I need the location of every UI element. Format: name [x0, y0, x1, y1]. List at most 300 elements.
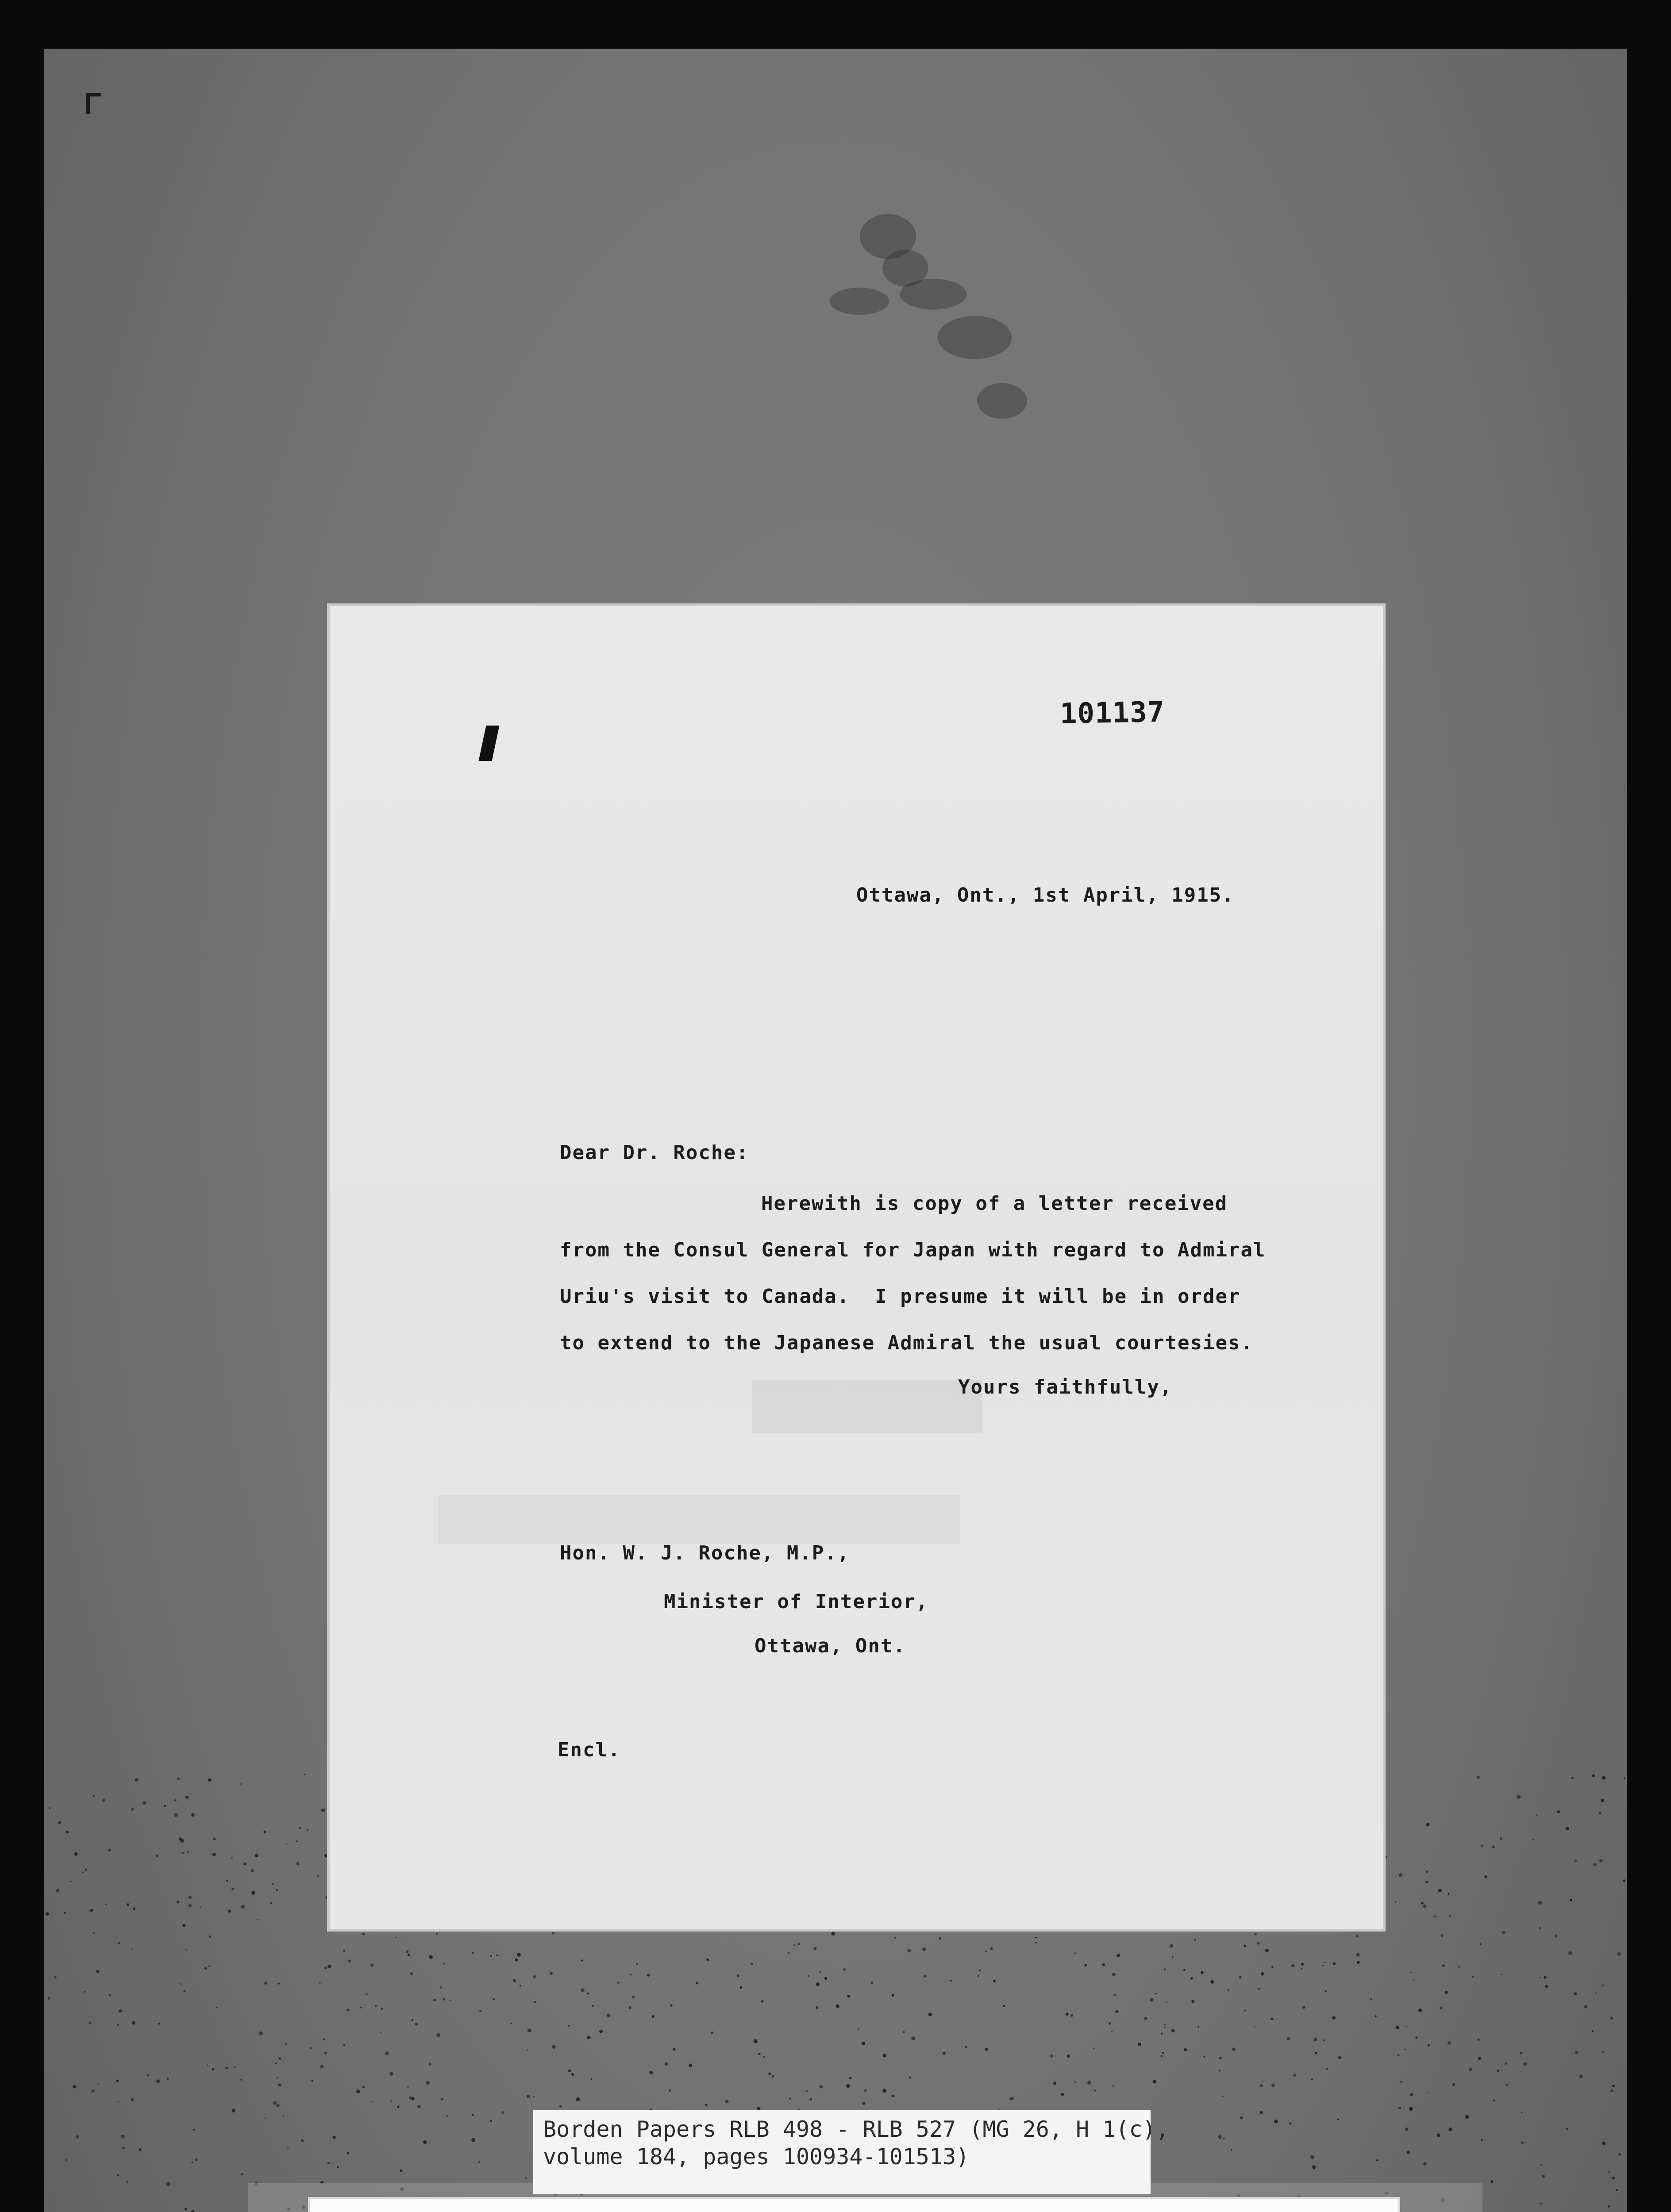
board-speck: [1566, 1827, 1569, 1830]
board-speck: [436, 2033, 440, 2037]
board-speck: [327, 1965, 331, 1968]
board-speck: [617, 1982, 620, 1984]
board-speck: [696, 1982, 698, 1985]
board-speck: [511, 2023, 512, 2024]
board-speck: [122, 2147, 125, 2150]
board-speck: [858, 2028, 859, 2030]
board-speck: [56, 1889, 59, 1892]
board-speck: [208, 1778, 212, 1782]
board-speck: [1395, 1901, 1397, 1903]
board-speck: [471, 2138, 475, 2142]
board-speck: [356, 2089, 360, 2093]
board-speck: [1477, 1776, 1480, 1779]
board-stain: [860, 214, 916, 259]
board-speck: [1405, 2128, 1409, 2131]
board-speck: [772, 2075, 774, 2078]
board-speck: [1571, 1777, 1574, 1779]
board-speck: [166, 2182, 170, 2186]
board-speck: [98, 2084, 99, 2085]
board-speck: [1448, 1893, 1449, 1895]
board-speck: [1223, 2138, 1225, 2139]
board-speck: [705, 2104, 708, 2107]
board-speck: [1481, 1845, 1483, 1847]
board-speck: [883, 2054, 887, 2058]
board-speck: [793, 1944, 795, 1946]
board-speck: [326, 1896, 328, 1899]
bleed-through-shadow: [752, 1380, 982, 1433]
closing: Yours faithfully,: [958, 1376, 1173, 1398]
board-speck: [70, 1881, 72, 1882]
board-speck: [1302, 2006, 1305, 2009]
board-speck: [1413, 1979, 1415, 1981]
board-speck: [1050, 2055, 1053, 2058]
board-speck: [191, 2162, 193, 2163]
board-speck: [1222, 2096, 1224, 2097]
board-speck: [629, 2006, 632, 2009]
board-speck: [725, 2100, 728, 2103]
board-speck: [317, 1875, 319, 1877]
board-speck: [550, 1972, 553, 1975]
board-speck: [814, 1947, 817, 1950]
board-speck: [1602, 2142, 1606, 2145]
board-speck: [1477, 2039, 1480, 2041]
board-speck: [1617, 1952, 1621, 1955]
board-speck: [440, 1986, 442, 1989]
board-speck: [517, 1953, 521, 1957]
board-speck: [788, 1952, 789, 1954]
board-speck: [737, 1974, 739, 1977]
board-speck: [1521, 2141, 1524, 2144]
board-speck: [1517, 1795, 1521, 1799]
board-speck: [240, 1783, 242, 1785]
board-speck: [711, 2032, 714, 2034]
board-speck: [406, 1951, 408, 1953]
board-speck: [443, 1998, 445, 2001]
board-speck: [1445, 1991, 1448, 1994]
board-speck: [105, 1904, 107, 1905]
board-speck: [109, 1994, 111, 1996]
board-speck: [1184, 2048, 1187, 2051]
board-speck: [1426, 1870, 1428, 1873]
board-stain: [977, 383, 1027, 419]
board-speck: [429, 2063, 431, 2065]
board-speck: [241, 1905, 245, 1909]
board-speck: [85, 1869, 87, 1871]
board-speck: [1536, 1814, 1537, 1816]
board-speck: [928, 2012, 932, 2016]
board-speck: [1428, 2044, 1430, 2047]
board-speck: [630, 1974, 631, 1975]
board-speck: [251, 1869, 254, 1872]
board-speck: [1232, 2047, 1236, 2051]
board-speck: [513, 1979, 516, 1982]
board-speck: [1070, 2014, 1073, 2017]
board-speck: [46, 1912, 49, 1916]
board-speck: [636, 1963, 638, 1965]
board-speck: [1406, 2151, 1410, 2154]
board-speck: [1612, 2085, 1615, 2087]
board-speck: [1074, 2081, 1076, 2083]
board-speck: [1194, 1939, 1196, 1941]
board-speck: [1426, 1823, 1430, 1826]
board-speck: [1579, 2074, 1583, 2078]
board-speck: [370, 1963, 374, 1967]
board-speck: [1610, 2016, 1613, 2020]
board-speck: [240, 2079, 242, 2081]
board-speck: [960, 1929, 963, 1932]
board-speck: [1421, 1902, 1424, 1905]
board-speck: [1293, 2074, 1296, 2077]
board-speck: [647, 1974, 650, 1977]
board-speck: [243, 1863, 246, 1865]
board-speck: [891, 1994, 894, 1997]
board-speck: [131, 1808, 134, 1811]
board-speck: [478, 2161, 480, 2163]
board-speck: [362, 1933, 365, 1935]
board-speck: [789, 2098, 791, 2100]
citation-slip: [533, 2110, 1169, 2194]
board-speck: [824, 1977, 828, 1980]
board-speck: [1219, 2057, 1222, 2060]
board-speck: [174, 1813, 178, 1817]
board-speck: [407, 2086, 408, 2088]
board-speck: [436, 1933, 438, 1935]
board-speck: [892, 2095, 894, 2097]
board-speck: [277, 2104, 280, 2107]
board-speck: [102, 1799, 105, 1802]
board-speck: [909, 2077, 911, 2078]
board-speck: [1109, 2022, 1111, 2025]
board-speck: [689, 2063, 692, 2067]
board-speck: [816, 1982, 820, 1986]
board-speck: [751, 1962, 753, 1965]
board-speck: [1315, 2052, 1317, 2055]
board-speck: [1370, 1998, 1372, 2000]
board-speck: [1287, 2037, 1290, 2040]
board-speck: [1166, 2002, 1167, 2003]
board-speck: [806, 2090, 808, 2092]
board-speck: [1592, 1774, 1595, 1778]
board-speck: [843, 1968, 846, 1970]
board-speck: [758, 2053, 761, 2055]
board-speck: [185, 1796, 189, 1799]
board-speck: [189, 1896, 192, 1899]
board-speck: [1624, 1778, 1625, 1779]
board-speck: [93, 1932, 95, 1934]
board-speck: [1500, 1837, 1502, 1840]
board-speck: [1521, 2112, 1522, 2113]
board-speck: [1259, 2111, 1263, 2114]
board-speck: [167, 2078, 169, 2080]
board-speck: [493, 1998, 495, 2001]
board-speck: [1555, 1935, 1557, 1937]
board-speck: [472, 2114, 474, 2116]
board-speck: [296, 1862, 299, 1865]
board-speck: [74, 1852, 77, 1856]
board-speck: [985, 2048, 988, 2051]
dateline: Ottawa, Ont., 1st April, 1915.: [856, 884, 1235, 906]
board-speck: [1568, 1951, 1572, 1955]
board-speck: [324, 1967, 327, 1969]
board-speck: [1271, 2084, 1275, 2087]
board-speck: [525, 2177, 527, 2179]
board-speck: [1469, 2068, 1472, 2071]
board-speck: [207, 2065, 208, 2066]
board-speck: [304, 1774, 306, 1775]
board-speck: [649, 2071, 653, 2074]
board-speck: [761, 2000, 764, 2003]
board-speck: [450, 2000, 451, 2001]
board-speck: [259, 2032, 263, 2035]
board-speck: [319, 1982, 320, 1984]
board-speck: [135, 1778, 139, 1782]
board-speck: [552, 2045, 556, 2049]
board-speck: [581, 1989, 585, 1992]
board-speck: [1449, 1915, 1451, 1917]
board-speck: [1438, 1889, 1442, 1892]
board-speck: [1035, 1942, 1037, 1944]
board-speck: [1437, 2133, 1440, 2137]
board-speck: [1441, 1934, 1444, 1937]
board-speck: [89, 2021, 91, 2024]
board-speck: [1218, 2135, 1221, 2139]
board-speck: [1254, 2026, 1255, 2027]
board-speck: [385, 2051, 389, 2055]
board-speck: [127, 2181, 128, 2183]
board-speck: [576, 2097, 580, 2101]
board-speck: [48, 1997, 50, 2000]
board-speck: [381, 2008, 383, 2010]
board-speck: [1258, 1988, 1260, 1990]
board-speck: [1539, 1977, 1540, 1978]
board-speck: [993, 1980, 996, 1982]
board-speck: [1423, 1905, 1427, 1908]
board-speck: [527, 2049, 529, 2051]
board-speck: [1262, 2081, 1263, 2082]
board-speck: [371, 2101, 372, 2102]
board-stain: [938, 316, 1012, 359]
board-speck: [264, 1831, 266, 1833]
board-speck: [527, 2095, 530, 2098]
board-speck: [990, 1947, 993, 1950]
board-speck: [534, 2001, 536, 2003]
board-speck: [496, 1955, 498, 1956]
board-speck: [763, 2056, 766, 2058]
board-speck: [1599, 1812, 1601, 1814]
board-speck: [922, 1947, 926, 1951]
board-speck: [307, 1829, 309, 1831]
board-speck: [193, 2129, 195, 2131]
board-speck: [191, 2210, 195, 2212]
board-speck: [1415, 2036, 1417, 2039]
board-speck: [116, 2080, 119, 2082]
board-speck: [836, 2004, 839, 2008]
board-speck: [410, 1972, 413, 1975]
board-speck: [1616, 2189, 1618, 2191]
board-speck: [939, 1937, 941, 1939]
board-speck: [228, 1909, 231, 1912]
board-speck: [257, 1919, 258, 1920]
board-speck: [118, 1942, 120, 1944]
board-speck: [1405, 2026, 1407, 2027]
board-speck: [264, 1982, 267, 1985]
board-speck: [231, 2108, 235, 2112]
board-speck: [1244, 1944, 1246, 1947]
board-speck: [1608, 2171, 1610, 2173]
board-speck: [862, 2042, 865, 2045]
board-speck: [127, 1903, 129, 1906]
board-speck: [587, 2035, 590, 2039]
board-speck: [1356, 1953, 1359, 1957]
board-speck: [327, 2162, 330, 2164]
board-speck: [1427, 2092, 1428, 2093]
board-speck: [816, 2006, 818, 2009]
board-speck: [204, 1967, 207, 1970]
board-speck: [1544, 1976, 1546, 1978]
board-speck: [1313, 2038, 1317, 2041]
board-speck: [571, 2073, 574, 2076]
body-line: to extend to the Japanese Admiral the usual courtesies.: [560, 1332, 1253, 1354]
board-speck: [527, 2028, 531, 2032]
board-speck: [395, 1937, 397, 1938]
body-line: Herewith is copy of a letter received: [761, 1192, 1228, 1215]
board-speck: [1087, 2081, 1091, 2085]
board-speck: [1084, 1964, 1087, 1966]
board-speck: [360, 2007, 362, 2008]
board-speck: [49, 1807, 50, 1809]
board-speck: [389, 2072, 393, 2076]
board-speck: [607, 2013, 610, 2017]
board-speck: [1201, 1971, 1204, 1974]
board-speck: [1324, 1962, 1325, 1963]
board-speck: [673, 2048, 675, 2051]
board-speck: [270, 1902, 272, 1905]
board-speck: [343, 2044, 345, 2046]
board-speck: [212, 1853, 216, 1856]
board-speck: [1183, 1969, 1186, 1971]
board-speck: [924, 1975, 926, 1978]
board-speck: [1161, 2033, 1163, 2035]
board-speck: [864, 2089, 867, 2092]
board-speck: [1172, 1956, 1173, 1958]
board-speck: [1260, 2084, 1263, 2087]
board-speck: [1114, 1994, 1116, 1996]
board-speck: [1244, 2009, 1246, 2011]
board-speck: [278, 2083, 281, 2086]
board-speck: [1418, 2008, 1422, 2012]
board-speck: [426, 2081, 430, 2085]
board-speck: [320, 2065, 323, 2069]
board-speck: [1144, 2017, 1147, 2020]
board-speck: [768, 2072, 771, 2075]
board-speck: [1210, 1980, 1214, 1984]
board-speck: [1398, 2055, 1399, 2056]
board-speck: [1271, 1966, 1274, 1968]
board-speck: [212, 2068, 215, 2071]
board-speck: [903, 2031, 905, 2033]
board-speck: [1102, 1963, 1105, 1966]
board-speck: [1501, 1974, 1502, 1975]
board-speck: [591, 2078, 592, 2080]
board-speck: [1502, 1931, 1505, 1934]
board-speck: [1171, 2029, 1175, 2033]
board-speck: [911, 2036, 915, 2040]
board-speck: [1155, 1993, 1157, 1995]
board-speck: [133, 1908, 135, 1910]
board-speck: [740, 1986, 743, 1989]
board-speck: [1301, 1963, 1304, 1966]
board-speck: [568, 2025, 570, 2027]
board-speck: [58, 1821, 61, 1824]
board-speck: [277, 2077, 278, 2078]
board-speck: [978, 1975, 979, 1977]
board-speck: [472, 1952, 474, 1954]
board-speck: [1324, 1990, 1326, 1992]
board-speck: [798, 1943, 800, 1945]
board-speck: [76, 2135, 79, 2139]
board-speck: [180, 1983, 181, 1985]
board-speck: [1481, 2139, 1483, 2141]
board-speck: [299, 1827, 301, 1829]
board-speck: [158, 2080, 160, 2082]
board-speck: [142, 1801, 146, 1805]
board-speck: [1257, 1942, 1260, 1945]
board-speck: [1228, 1989, 1229, 1991]
board-speck: [1448, 2128, 1452, 2131]
board-speck: [91, 2089, 94, 2093]
board-speck: [1191, 2000, 1194, 2003]
board-speck: [490, 1955, 492, 1957]
board-speck: [321, 1809, 325, 1813]
board-speck: [278, 2057, 281, 2060]
board-speck: [177, 1778, 180, 1780]
board-speck: [121, 2135, 125, 2139]
board-speck: [1161, 2055, 1163, 2057]
board-speck: [1452, 2083, 1455, 2086]
board-speck: [241, 2173, 243, 2175]
board-speck: [669, 2089, 671, 2092]
board-speck: [156, 1855, 158, 1857]
board-speck: [1357, 1961, 1360, 1964]
board-speck: [209, 1936, 211, 1938]
board-speck: [862, 2102, 866, 2105]
board-speck: [423, 2140, 427, 2144]
board-speck: [255, 1854, 258, 1857]
board-speck: [117, 2024, 119, 2026]
board-speck: [188, 1904, 192, 1908]
board-speck: [1540, 2164, 1542, 2166]
board-speck: [1480, 1943, 1481, 1945]
board-speck: [1396, 2026, 1399, 2029]
board-speck: [533, 1975, 536, 1978]
board-speck: [1254, 1933, 1257, 1936]
board-speck: [347, 2008, 349, 2011]
board-speck: [283, 2115, 284, 2116]
board-speck: [1570, 1899, 1572, 1901]
board-speck: [285, 2043, 287, 2045]
board-speck: [1465, 2115, 1469, 2119]
board-speck: [276, 1889, 278, 1891]
board-speck: [65, 2159, 67, 2161]
board-speck: [234, 2066, 235, 2068]
board-speck: [1593, 1863, 1596, 1866]
archives-label: [310, 2199, 1398, 2212]
board-speck: [1399, 1874, 1402, 1877]
board-speck: [108, 1848, 111, 1851]
board-speck: [273, 2101, 277, 2105]
board-speck: [808, 1975, 809, 1977]
board-speck: [831, 1932, 835, 1936]
